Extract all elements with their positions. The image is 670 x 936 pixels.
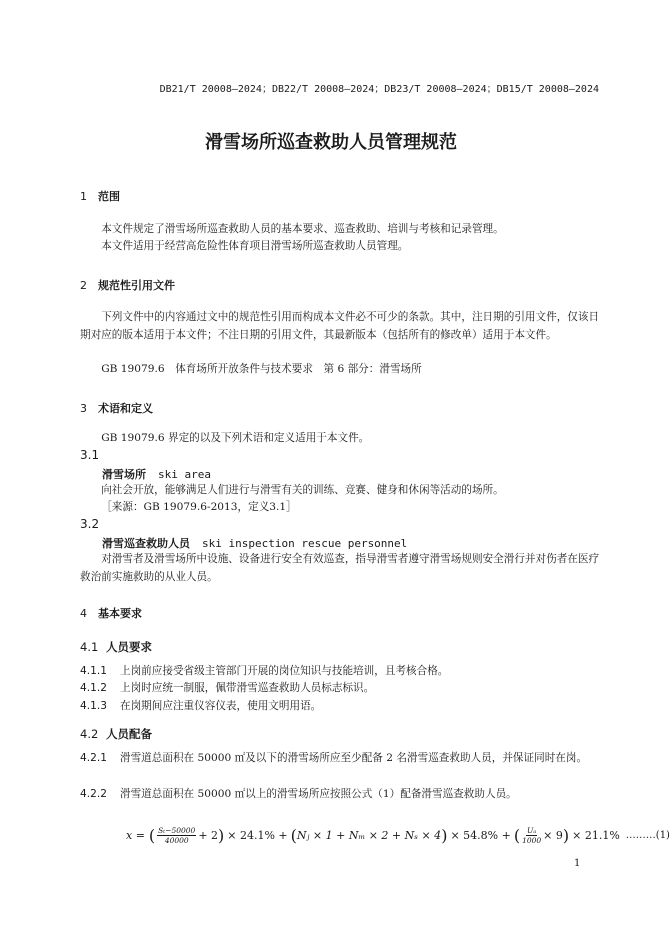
section-3-heading: [80, 400, 153, 416]
term-name-zh: 滑雪巡查救助人员: [102, 537, 190, 550]
item-number: 4.1.3: [80, 700, 107, 712]
subsection-number: 4.2: [80, 727, 99, 741]
list-item: [80, 786, 602, 804]
section-number: 4: [80, 607, 87, 620]
section-2-paragraph: 下列文件中的内容通过文中的规范性引用而构成本文件必不可少的条款。其中，注日期的引用文件，仅该日期对应的版本适用于本文件；不注日期的引用文件，其最新版本（包括所有的修改单）适用于本文件。: [80, 311, 600, 341]
term-name-zh: 滑雪场所: [102, 468, 146, 481]
formula-lhs: x =: [126, 829, 145, 842]
item-number: 4.1.1: [80, 665, 107, 677]
open-paren: (: [148, 825, 156, 845]
item-text: 上岗时应统一制服，佩带滑雪巡查救助人员标志标识。: [120, 682, 375, 694]
formula-term: + 2: [198, 829, 219, 842]
section-4-heading: [80, 605, 142, 621]
close-paren: ): [441, 825, 448, 845]
section-1-heading: [80, 188, 120, 204]
fraction-numerator: Sₜ−50000: [158, 826, 196, 835]
fraction-denominator: 1000: [522, 836, 542, 845]
fraction-denominator: 40000: [164, 836, 189, 845]
term-name-en: ski inspection rescue personnel: [202, 537, 408, 550]
term-3-1-definition: 向社会开放，能够满足人们进行与滑雪有关的训练、竞赛、健身和休闲等活动的场所。: [101, 484, 504, 496]
normative-reference: GB 19079.6 体育场所开放条件与技术要求 第 6 部分：滑雪场所: [101, 363, 422, 375]
term-3-1-number: 3.1: [80, 448, 100, 462]
section-2-heading: [80, 277, 175, 293]
formula-weight: × 54.8% +: [450, 829, 511, 842]
standard-code-header: DB21/T 20008—2024；DB22/T 20008—2024；DB23/T 20008—2024；DB15/T 20008—2024: [159, 84, 599, 95]
open-paren: (: [513, 825, 521, 845]
open-paren: (: [290, 825, 297, 845]
subsection-title: 人员配备: [106, 727, 152, 741]
list-item: [80, 663, 602, 681]
list-item: [80, 680, 602, 698]
fraction-lift: [522, 826, 541, 845]
item-text: 上岗前应接受省级主管部门开展的岗位知识与技能培训，且考核合格。: [120, 665, 449, 677]
term-3-1-source: ［来源：GB 19079.6-2013，定义3.1］: [101, 501, 297, 513]
subsection-title: 人员要求: [106, 640, 152, 654]
section-title: 规范性引用文件: [98, 279, 175, 292]
formula-term: Nⱼ × 1 + Nₘ × 2 + Nₛ × 4: [296, 829, 442, 842]
term-3-2-definition: 对滑雪者及滑雪场所中设施、设备进行安全有效巡查，指导滑雪者遵守滑雪场规则安全滑行并对伤者在医疗救治前实施救助的从业人员。: [80, 553, 600, 583]
term-3-1-name: [102, 466, 211, 482]
term-3-2-name: [102, 535, 407, 551]
formula-weight: × 21.1%: [572, 829, 620, 842]
formula-weight: × 24.1% +: [227, 829, 288, 842]
section-title: 范围: [98, 190, 120, 203]
section-3-intro: GB 19079.6 界定的以及下列术语和定义适用于本文件。: [101, 432, 370, 444]
subsection-4-1-heading: [80, 639, 152, 655]
item-number: 4.2.1: [80, 752, 107, 764]
item-number: 4.1.2: [80, 682, 107, 694]
staffing-formula: [126, 826, 670, 845]
term-3-2-number: 3.2: [80, 517, 100, 531]
list-item: [80, 698, 602, 716]
term-name-en: ski area: [158, 468, 211, 481]
close-paren: ): [218, 825, 225, 845]
subsection-4-2-heading: [80, 726, 152, 742]
close-paren: ): [562, 825, 570, 845]
section-number: 1: [80, 190, 87, 203]
fraction-area: [157, 826, 196, 845]
list-item: [80, 750, 602, 768]
formula-term: × 9: [543, 829, 563, 842]
section-title: 基本要求: [98, 607, 142, 620]
section-title: 术语和定义: [98, 402, 153, 415]
page-number: 1: [574, 858, 581, 869]
equation-number: ………(1): [625, 830, 670, 841]
section-number: 2: [80, 279, 87, 292]
fraction-numerator: Uₐ: [527, 826, 537, 835]
item-number: 4.2.2: [80, 788, 107, 800]
section-1-paragraph-1: 本文件规定了滑雪场所巡查救助人员的基本要求、巡查救助、培训与考核和记录管理。: [101, 223, 504, 235]
subsection-number: 4.1: [80, 640, 99, 654]
item-text: 滑雪道总面积在 50000 ㎡及以下的滑雪场所应至少配备 2 名滑雪巡查救助人员，并保证同时在岗。: [120, 752, 588, 764]
section-number: 3: [80, 402, 87, 415]
section-1-paragraph-2: 本文件适用于经营高危险性体育项目滑雪场所巡查救助人员管理。: [101, 240, 409, 252]
document-title: 滑雪场所巡查救助人员管理规范: [205, 132, 457, 153]
item-text: 在岗期间应注重仪容仪表，使用文明用语。: [120, 700, 322, 712]
item-text: 滑雪道总面积在 50000 ㎡以上的滑雪场所应按照公式（1）配备滑雪巡查救助人员。: [120, 788, 517, 800]
